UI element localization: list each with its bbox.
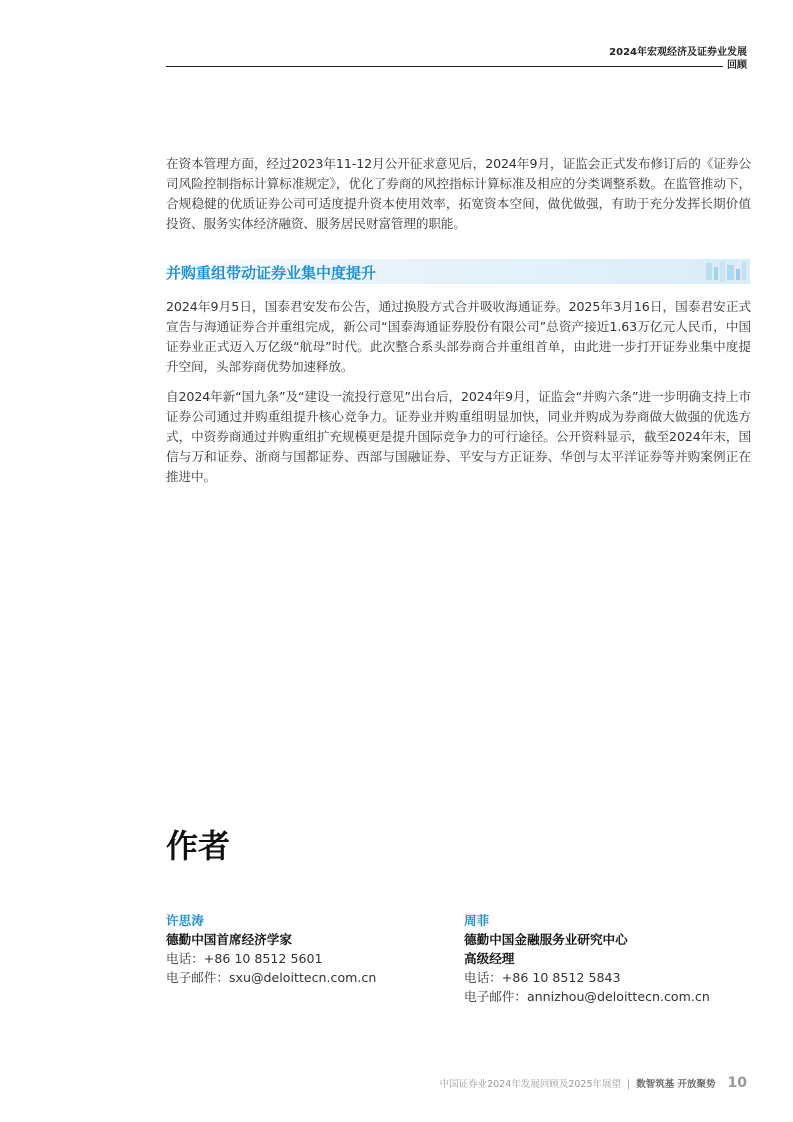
header-subtitle: 回顾 bbox=[723, 59, 747, 73]
author-organization: 德勤中国金融服务业研究中心 bbox=[464, 932, 628, 947]
author-role: 高级经理 bbox=[464, 951, 515, 966]
footer-report-title: 中国证券业2024年发展回顾及2025年展望 bbox=[439, 1079, 621, 1090]
header-title: 2024年宏观经济及证券业发展 bbox=[609, 47, 747, 58]
author-organization: 德勤中国首席经济学家 bbox=[166, 932, 292, 947]
authors-heading: 作者 bbox=[166, 827, 231, 865]
paragraph-merger-guotai-haitong: 2024年9月5日，国泰君安发布公告，通过换股方式合并吸收海通证券。2025年3月16日，国泰君安正式宣告与海通证券合并重组完成，新公司“国泰海通证券股份有限公司”总资产接近1.63万亿元人民币，中国证券业正式迈入万亿级“航母”时代。此次整合系头部券商合并重组首单，由此进一步打开证券业集中度提升空间，头部券商优势加速释放。 bbox=[166, 299, 751, 374]
author-phone: 电话：+86 10 8512 5601 bbox=[166, 951, 323, 966]
author-email: 电子邮件：sxu@deloittecn.com.cn bbox=[166, 970, 377, 985]
author-name: 周菲 bbox=[464, 913, 490, 928]
page-number: 10 bbox=[727, 1075, 747, 1091]
page-footer bbox=[440, 1075, 747, 1091]
section-decoration-icon bbox=[706, 261, 746, 282]
author-phone: 电话：+86 10 8512 5843 bbox=[464, 970, 621, 985]
footer-slogan: 数智筑基 开放聚势 bbox=[636, 1079, 716, 1090]
section-banner bbox=[166, 259, 750, 284]
author-card-1 bbox=[166, 911, 376, 987]
footer-separator: | bbox=[627, 1079, 631, 1090]
author-email: 电子邮件：annizhou@deloittecn.com.cn bbox=[464, 989, 710, 1004]
author-name: 许思涛 bbox=[166, 913, 204, 928]
section-title: 并购重组带动证券业集中度提升 bbox=[166, 264, 377, 282]
paragraph-merger-policy: 自2024年新“国九条”及“建设一流投行意见”出台后，2024年9月，证监会“并购六条”进一步明确支持上市证券公司通过并购重组提升核心竞争力。证券业并购重组明显加快，同业并购成为券商做大做强的优选方式，中资券商通过并购重组扩充规模更是提升国际竞争力的可行途径。公开资料显示，截至2024年末，国信与万和证券、浙商与国都证券、西部与国融证券、平安与方正证券、华创与太平洋证券等并购案例正在推进中。 bbox=[166, 389, 751, 484]
author-card-2 bbox=[464, 911, 710, 1006]
header-rule bbox=[166, 66, 747, 67]
paragraph-capital-management: 在资本管理方面，经过2023年11-12月公开征求意见后，2024年9月，证监会正式发布修订后的《证券公司风险控制指标计算标准规定》，优化了券商的风控指标计算标准及相应的分类调整系数。在监管推动下，合规稳健的优质证券公司可适度提升资本使用效率，拓宽资本空间，做优做强，有助于充分发挥长期价值投资、服务实体经济融资、服务居民财富管理的职能。 bbox=[166, 156, 751, 231]
